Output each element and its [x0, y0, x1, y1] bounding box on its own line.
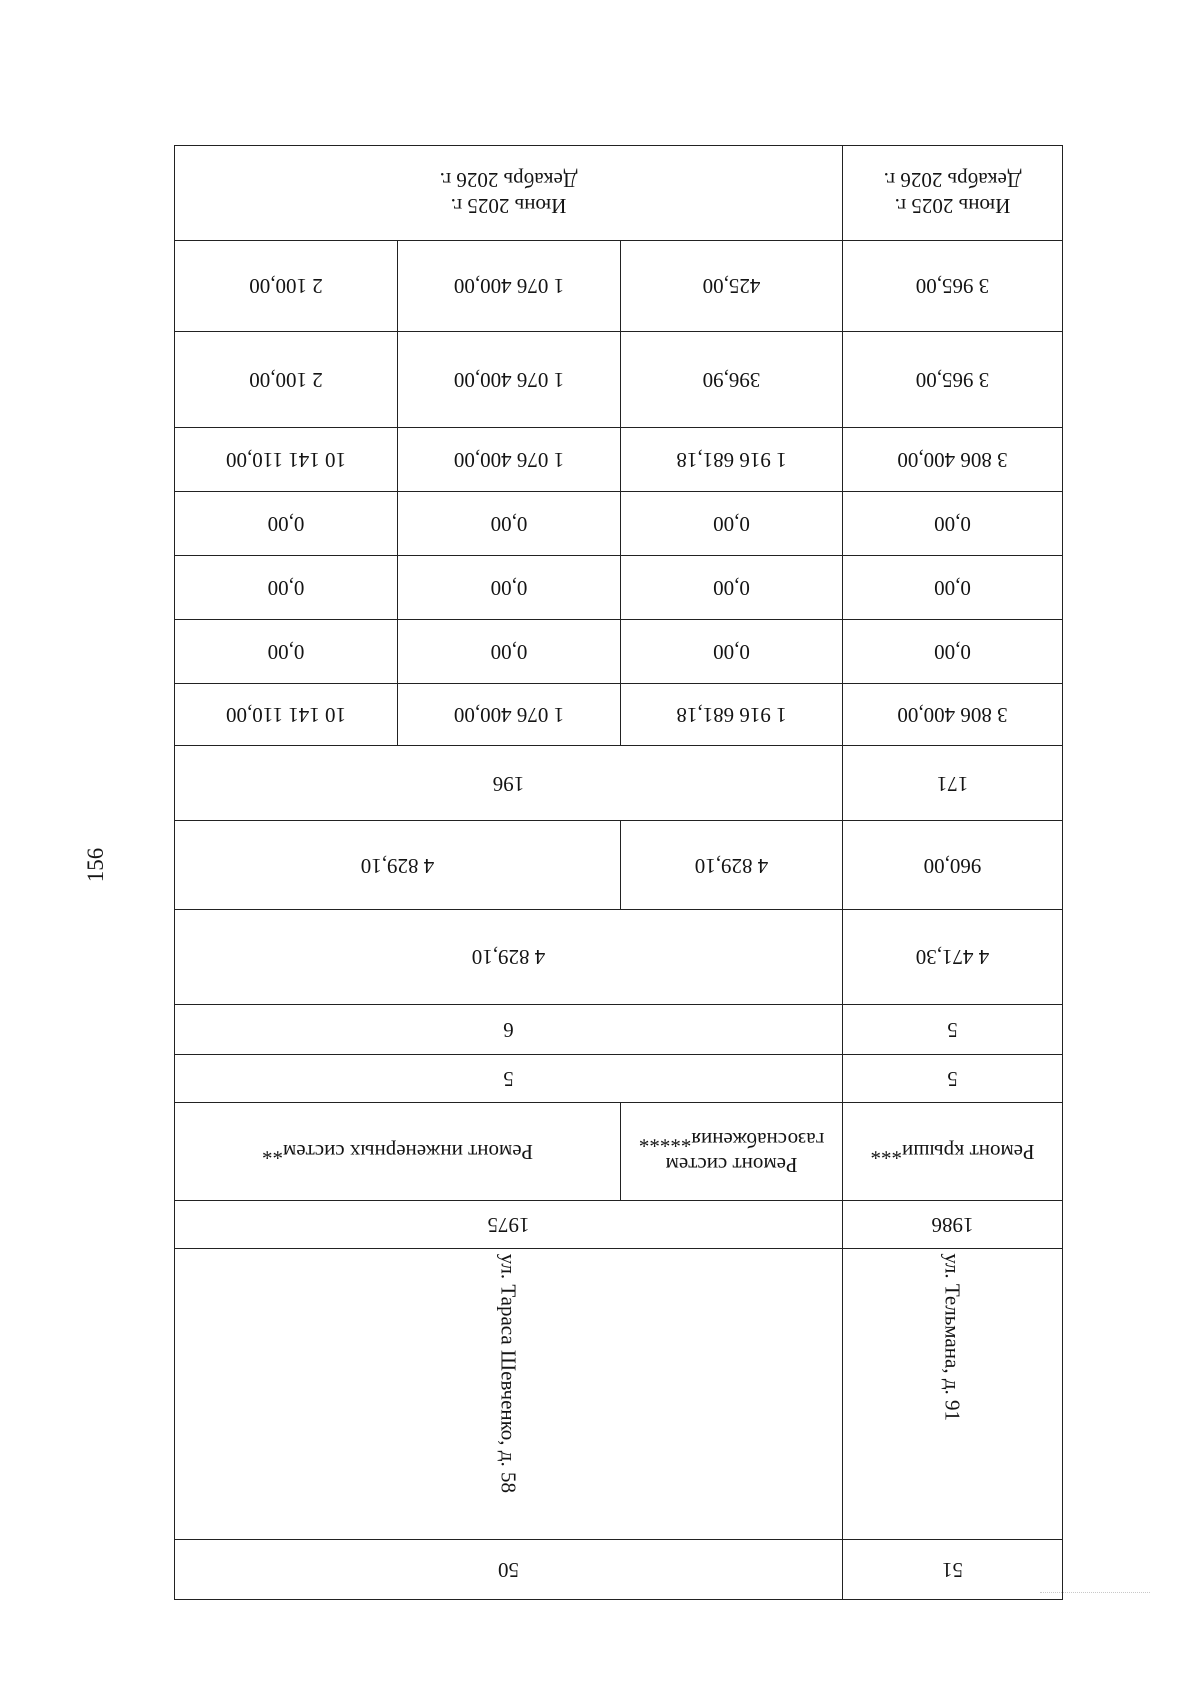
value-cell: 0,00	[175, 555, 398, 619]
table-row-fund	[175, 620, 1063, 684]
value-cell: 0,00	[398, 555, 621, 619]
value-cell: 4 829,10	[175, 909, 843, 1004]
value-cell: 1 076 400,00	[398, 331, 621, 427]
value-cell: 5	[843, 1054, 1063, 1102]
period-start: Июнь 2025 г.	[894, 194, 1011, 219]
register-table-grid	[174, 145, 1063, 1600]
value-cell: 6	[175, 1004, 843, 1054]
work-type-cell: Ремонт систем газоснабжения*****	[621, 1103, 843, 1201]
table-row-year	[175, 1201, 1063, 1249]
value-cell: 5	[843, 1004, 1063, 1054]
value-cell: 10 141 110,00	[175, 427, 398, 491]
period-end: Декабрь 2026 г.	[439, 168, 578, 193]
value-cell: 1 076 400,00	[398, 241, 621, 331]
address: ул. Тараса Шевченко, д. 58	[497, 1253, 521, 1493]
value-cell: 4 829,10	[175, 821, 621, 909]
period-cell	[843, 146, 1063, 241]
table-row-total	[175, 684, 1063, 746]
table-row-col9	[175, 746, 1063, 821]
value-cell: 3 965,00	[843, 241, 1063, 331]
value-cell: 1 076 400,00	[398, 684, 621, 746]
year-cell: 1986	[843, 1201, 1063, 1249]
work-type-cell: Ремонт инженерных систем**	[175, 1103, 621, 1201]
value-cell: 196	[175, 746, 843, 821]
period-start: Июнь 2025 г.	[450, 194, 567, 219]
table-row-unit-cost	[175, 331, 1063, 427]
period-cell	[175, 146, 843, 241]
table-row-address	[175, 1249, 1063, 1540]
value-cell: 10 141 110,00	[175, 684, 398, 746]
value-cell: 2 100,00	[175, 241, 398, 331]
value-cell: 3 806 400,00	[843, 684, 1063, 746]
row-number: 51	[843, 1539, 1063, 1599]
register-table	[175, 145, 1063, 1600]
year-cell: 1975	[175, 1201, 843, 1249]
row-number: 50	[175, 1539, 843, 1599]
table-row-col6	[175, 1004, 1063, 1054]
page-number: 156	[83, 847, 108, 883]
table-row-budget-a	[175, 555, 1063, 619]
value-cell: 3 806 400,00	[843, 427, 1063, 491]
scan-artifact	[1040, 1592, 1150, 1597]
value-cell: 1 916 681,18	[621, 427, 843, 491]
table-row-col5	[175, 1054, 1063, 1102]
value-cell: 4 829,10	[621, 821, 843, 909]
table-row-work-type	[175, 1103, 1063, 1201]
table-row-col7	[175, 909, 1063, 1004]
table-row-owners	[175, 427, 1063, 491]
value-cell: 0,00	[621, 555, 843, 619]
table-row-number	[175, 1539, 1063, 1599]
value-cell: 4 471,30	[843, 909, 1063, 1004]
period-end: Декабрь 2026 г.	[883, 168, 1022, 193]
address-cell	[843, 1249, 1063, 1540]
value-cell: 1 916 681,18	[621, 684, 843, 746]
table-row-col8	[175, 821, 1063, 909]
address-cell	[175, 1249, 843, 1540]
value-cell: 425,00	[621, 241, 843, 331]
value-cell: 2 100,00	[175, 331, 398, 427]
table-row-period	[175, 146, 1063, 241]
value-cell: 3 965,00	[843, 331, 1063, 427]
value-cell: 0,00	[621, 491, 843, 555]
value-cell: 1 076 400,00	[398, 427, 621, 491]
value-cell: 0,00	[398, 620, 621, 684]
table-row-budget-b	[175, 491, 1063, 555]
value-cell: 0,00	[398, 491, 621, 555]
address: ул. Тельмана, д. 91	[941, 1253, 965, 1421]
value-cell: 396,90	[621, 331, 843, 427]
value-cell: 0,00	[175, 620, 398, 684]
table-row-max-cost	[175, 241, 1063, 331]
work-type-cell: Ремонт крыши***	[843, 1103, 1063, 1201]
value-cell: 960,00	[843, 821, 1063, 909]
value-cell: 0,00	[621, 620, 843, 684]
value-cell: 0,00	[175, 491, 398, 555]
value-cell: 0,00	[843, 620, 1063, 684]
value-cell: 5	[175, 1054, 843, 1102]
value-cell: 0,00	[843, 555, 1063, 619]
value-cell: 0,00	[843, 491, 1063, 555]
value-cell: 171	[843, 746, 1063, 821]
